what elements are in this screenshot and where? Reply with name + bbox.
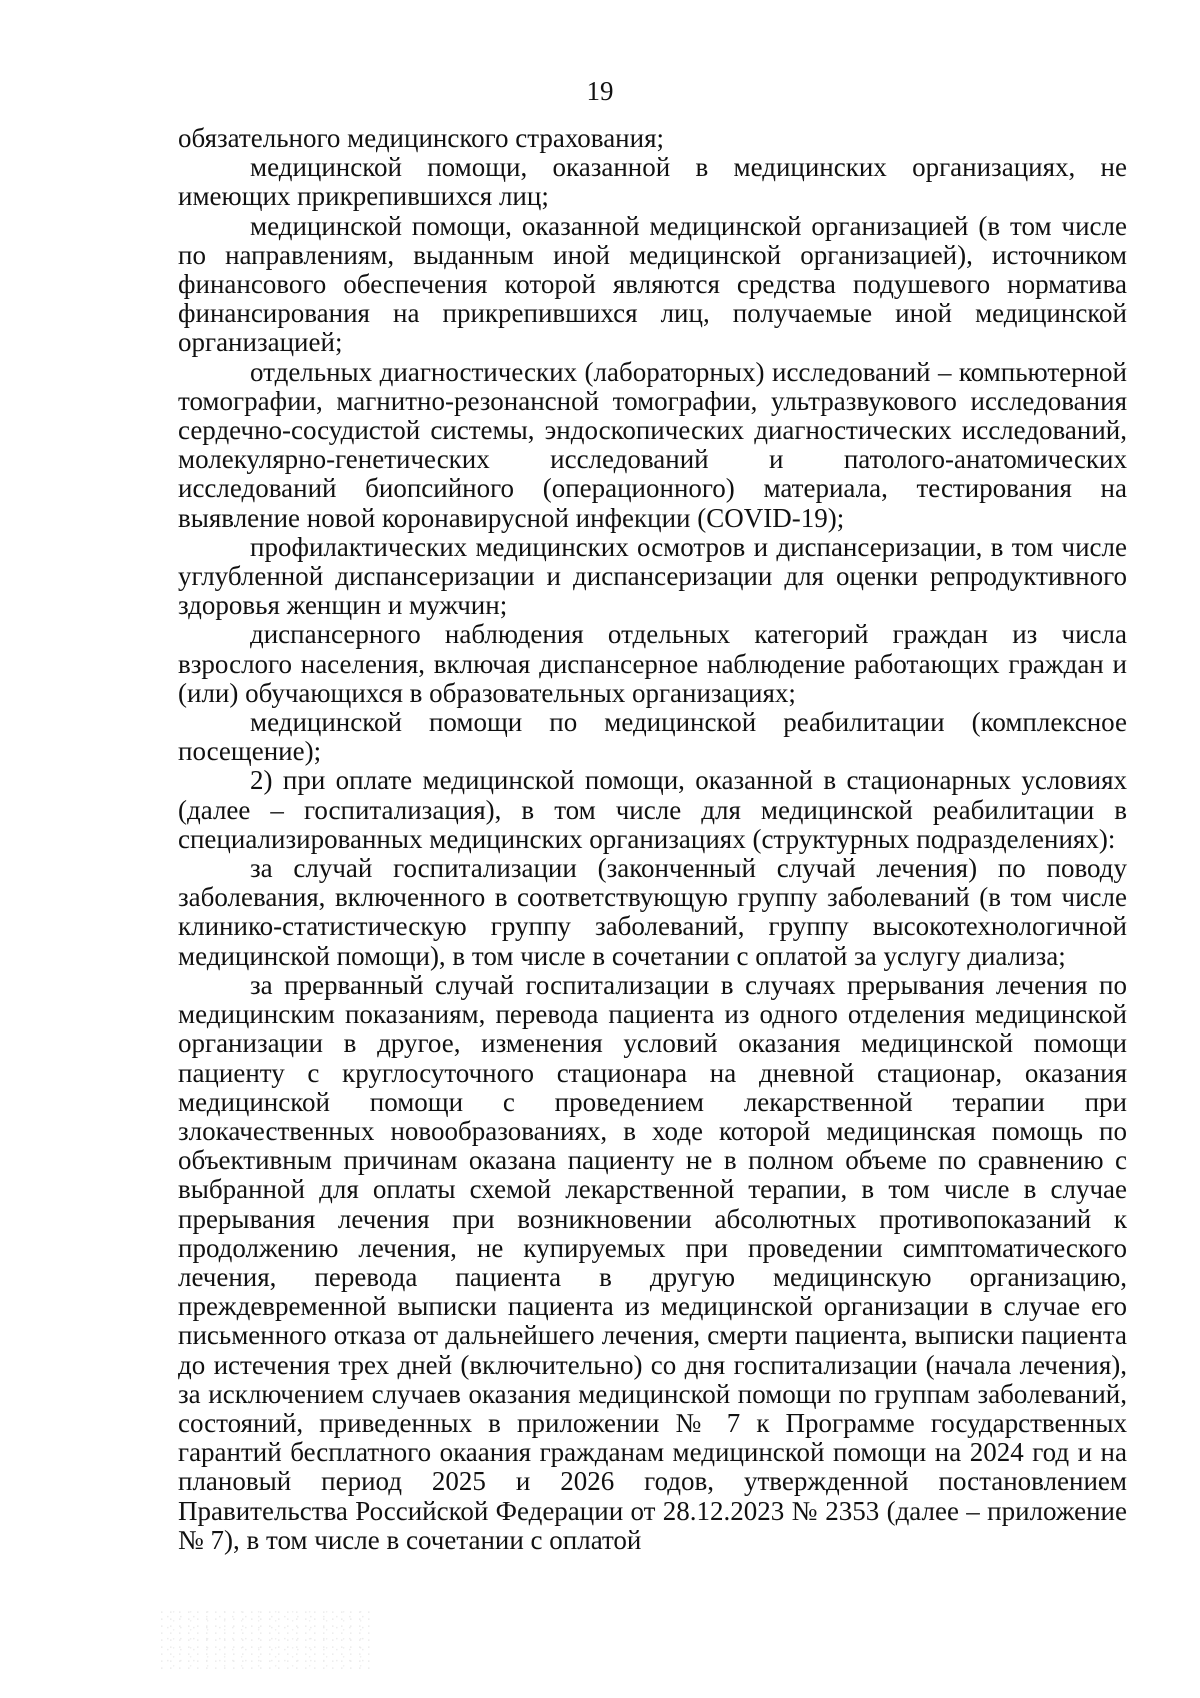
paragraph-continuation: обязательного медицинского страхования; bbox=[178, 123, 664, 153]
paragraph-diagnostic-studies: отдельных диагностических (лабораторных) исследований – компьютерной томографии, магнитно-резонансной томографии, ультразвукового исследования сердечно-сосудистой системы, эндоскопических диагностических исследований, молекулярно-генетических исследований и патолого-анатомических исследований биопсийного (операционного) материала, тестирования на выявление новой коронавирусной инфекции (COVID-19); bbox=[178, 356, 1127, 533]
paragraph-rehabilitation-visit: медицинской помощи по медицинской реабилитации (комплексное посещение); bbox=[178, 707, 1127, 767]
paragraph-completed-case: за случай госпитализации (законченный случай лечения) по поводу заболевания, включенного в соответствующую группу заболеваний (в том числе клинико-статистическую группу заболеваний, группу высокотехнологичной медицинской помощи), в том числе в сочетании с оплатой за услугу диализа; bbox=[178, 853, 1127, 971]
paragraph-inpatient-payment: 2) при оплате медицинской помощи, оказанной в стационарных условиях (далее – госпитализация), в том числе для медицинской реабилитации в специализированных медицинских организациях (структурных подразделениях): bbox=[178, 765, 1127, 854]
document-body bbox=[178, 124, 1127, 1555]
paragraph-per-capita-financing: медицинской помощи, оказанной медицинской организацией (в том числе по направлениям, выданным иной медицинской организацией), источником финансового обеспечения которой являются средства подушевого норматива финансирования на прикрепившихся лиц, получаемые иной медицинской организацией; bbox=[178, 210, 1127, 358]
paragraph-no-attached-persons: медицинской помощи, оказанной в медицинских организациях, не имеющих прикрепившихся лиц; bbox=[178, 152, 1127, 212]
paragraph-preventive-examinations: профилактических медицинских осмотров и диспансеризации, в том числе углубленной диспансеризации и диспансеризации для оценки репродуктивного здоровья женщин и мужчин; bbox=[178, 531, 1127, 621]
scan-artifact bbox=[160, 1610, 370, 1670]
paragraph-dispensary-observation: диспансерного наблюдения отдельных категорий граждан из числа взрослого населения, включая диспансерное наблюдение работающих граждан и (или) обучающихся в образовательных организациях; bbox=[178, 619, 1127, 708]
page-number: 19 bbox=[586, 76, 614, 106]
paragraph-interrupted-case: за прерванный случай госпитализации в случаях прерывания лечения по медицинским показаниям, перевода пациента из одного отделения медицинской организации в другое, изменения условий оказания медицинской помощи пациенту с круглосуточного стационара на дневной стационар, оказания медицинской помощи с проведением лекарственной терапии при злокачественных новообразованиях, в ходе которой медицинская помощь по объективным причинам оказана пациенту не в полном объеме по сравнению с выбранной для оплаты схемой лекарственной терапии, в том числе в случае прерывания лечения при возникновении абсолютных противопоказаний к продолжению лечения, не купируемых при проведении симптоматического лечения, перевода пациента в другую медицинскую организацию, преждевременной выписки пациента из медицинской организации в случае его письменного отказа от дальнейшего лечения, смерти пациента, выписки пациента до истечения трех дней (включительно) со дня госпитализации (начала лечения), за исключением случаев оказания медицинской помощи по группам заболеваний, состояний, приведенных в приложении № 7 к Программе государственных гарантий бесплатного окаания гражданам медицинской помощи на 2024 год и на плановый период 2025 и 2026 годов, утвержденной постановлением Правительства Российской Федерации от 28.12.2023 № 2353 (далее – приложение № 7), в том числе в сочетании с оплатой bbox=[178, 969, 1127, 1555]
